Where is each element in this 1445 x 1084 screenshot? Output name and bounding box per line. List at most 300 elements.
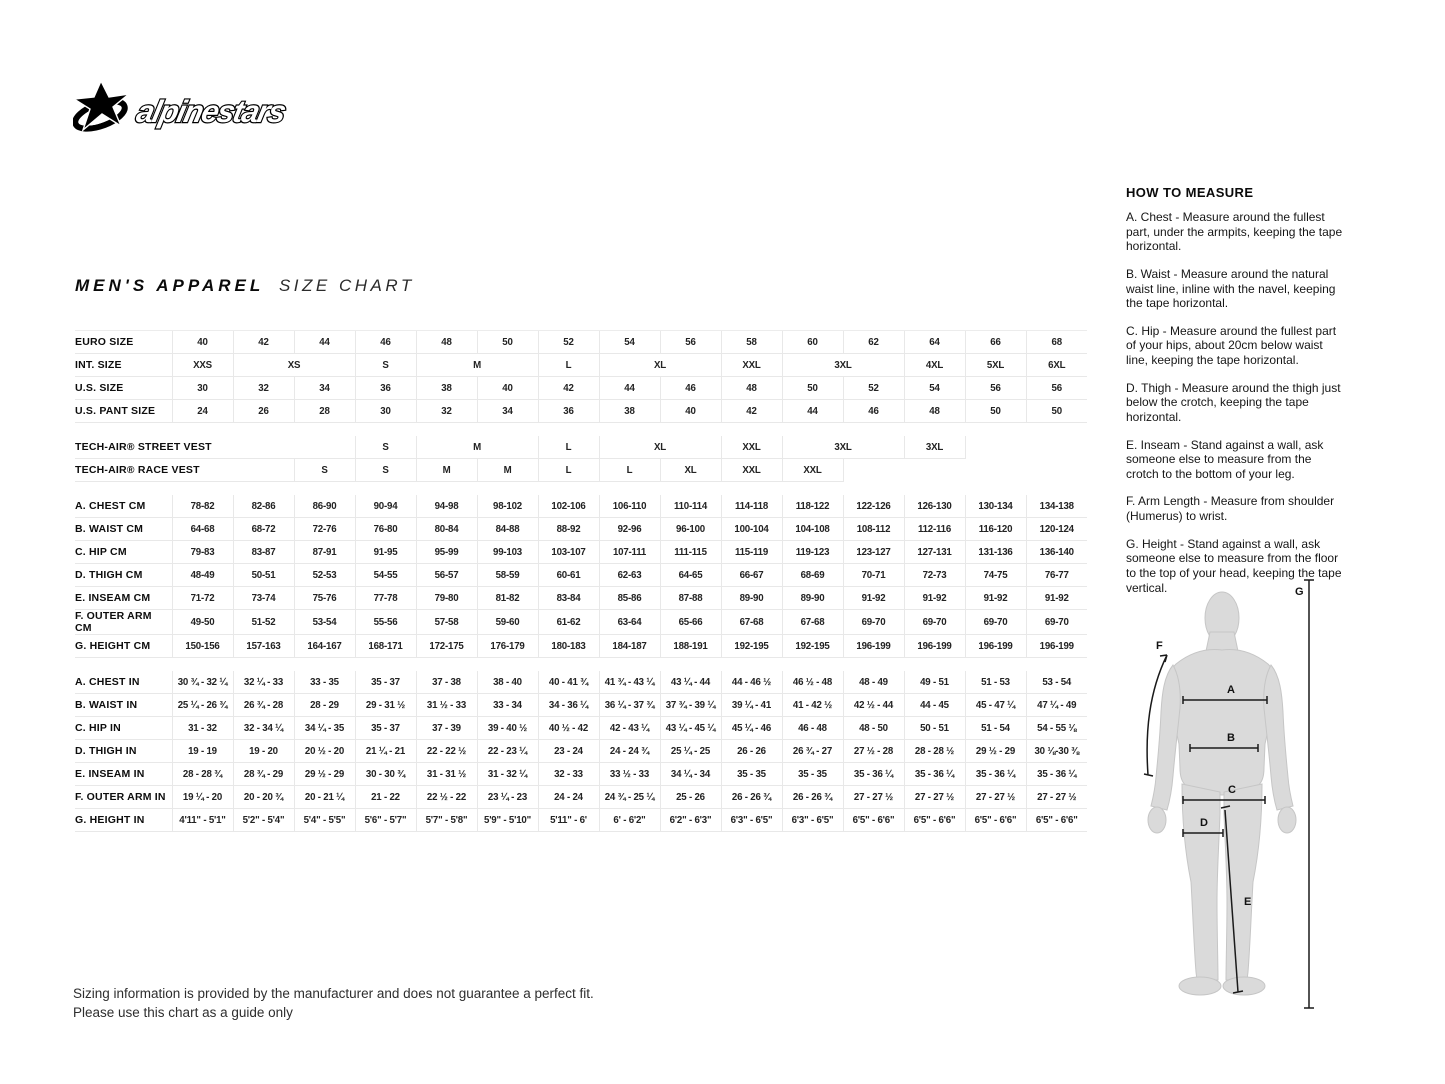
row-label: TECH-AIR® STREET VEST — [75, 436, 172, 459]
size-cell: 67-68 — [782, 610, 843, 635]
size-cell: 31 - 32 ¼ — [477, 763, 538, 786]
size-cell: 176-179 — [477, 635, 538, 658]
table-section-gap — [75, 482, 1087, 496]
size-cell: 184-187 — [599, 635, 660, 658]
size-cell: 44 — [599, 377, 660, 400]
size-cell: 46 - 48 — [782, 717, 843, 740]
size-cell: S — [355, 354, 416, 377]
size-cell: 51 - 54 — [965, 717, 1026, 740]
size-cell: 22 ½ - 22 — [416, 786, 477, 809]
size-cell: 35 - 36 ¼ — [965, 763, 1026, 786]
row-label: E. INSEAM IN — [75, 763, 172, 786]
size-cell: 53 - 54 — [1026, 671, 1087, 694]
size-cell: M — [416, 459, 477, 482]
size-cell: 28 - 29 — [294, 694, 355, 717]
size-cell: 74-75 — [965, 564, 1026, 587]
size-cell: 67-68 — [721, 610, 782, 635]
size-cell: 40 - 41 ¾ — [538, 671, 599, 694]
size-cell: 72-73 — [904, 564, 965, 587]
alpinestars-logo — [73, 80, 328, 143]
size-cell: 3XL — [904, 436, 965, 459]
size-cell: 69-70 — [965, 610, 1026, 635]
row-label: INT. SIZE — [75, 354, 172, 377]
size-cell: 58 — [721, 331, 782, 354]
size-cell: 44 - 46 ½ — [721, 671, 782, 694]
size-cell: 85-86 — [599, 587, 660, 610]
size-cell: 40 ½ - 42 — [538, 717, 599, 740]
size-cell: 81-82 — [477, 587, 538, 610]
size-cell: 33 - 34 — [477, 694, 538, 717]
size-cell: 56 — [660, 331, 721, 354]
size-cell: 50 — [782, 377, 843, 400]
row-label: C. HIP CM — [75, 541, 172, 564]
size-cell: 36 ¼ - 37 ¾ — [599, 694, 660, 717]
size-cell: 46 — [660, 377, 721, 400]
size-cell: 49 - 51 — [904, 671, 965, 694]
size-cell: 106-110 — [599, 495, 660, 518]
size-cell: 20 ½ - 20 — [294, 740, 355, 763]
size-cell: 5'4" - 5'5" — [294, 809, 355, 832]
size-cell: 72-76 — [294, 518, 355, 541]
measure-instruction-inseam: E. Inseam - Stand against a wall, ask someone else to measure from the crotch to the bottom of your leg. — [1126, 437, 1324, 481]
size-cell: 24 - 24 ¾ — [599, 740, 660, 763]
size-cell: 30 ¾ - 32 ¼ — [172, 671, 233, 694]
size-cell: 5'2" - 5'4" — [233, 809, 294, 832]
size-cell: 46 ½ - 48 — [782, 671, 843, 694]
size-cell: 116-120 — [965, 518, 1026, 541]
size-cell: 27 - 27 ½ — [1026, 786, 1087, 809]
size-cell: 40 — [660, 400, 721, 423]
size-cell: 65-66 — [660, 610, 721, 635]
size-cell: 79-83 — [172, 541, 233, 564]
size-cell: 120-124 — [1026, 518, 1087, 541]
size-cell: 68-69 — [782, 564, 843, 587]
size-cell: 130-134 — [965, 495, 1026, 518]
size-cell: 35 - 35 — [782, 763, 843, 786]
size-cell: 87-91 — [294, 541, 355, 564]
size-cell: 32 - 34 ¼ — [233, 717, 294, 740]
size-cell: 54-55 — [355, 564, 416, 587]
size-cell: 5'9" - 5'10" — [477, 809, 538, 832]
size-cell: 126-130 — [904, 495, 965, 518]
size-cell: 58-59 — [477, 564, 538, 587]
size-cell: 23 - 24 — [538, 740, 599, 763]
size-cell: 192-195 — [721, 635, 782, 658]
size-cell: 21 ¼ - 21 — [355, 740, 416, 763]
size-cell: 62 — [843, 331, 904, 354]
size-cell: 50 — [1026, 400, 1087, 423]
size-cell: 157-163 — [233, 635, 294, 658]
size-table — [75, 330, 1087, 832]
measure-instruction-hip: C. Hip - Measure around the fullest part of your hips, about 20cm below waist line, keeping the tape horizontal. — [1126, 323, 1337, 367]
size-cell: 29 ½ - 29 — [294, 763, 355, 786]
size-cell: 95-99 — [416, 541, 477, 564]
size-cell: 19 - 19 — [172, 740, 233, 763]
body-measurement-figure — [1136, 572, 1336, 1032]
size-cell: 188-191 — [660, 635, 721, 658]
astar-icon — [73, 81, 129, 134]
size-cell: XXL — [782, 459, 843, 482]
size-cell: 102-106 — [538, 495, 599, 518]
size-cell: M — [477, 459, 538, 482]
size-cell: 35 - 36 ¼ — [843, 763, 904, 786]
size-cell: 6'5" - 6'6" — [965, 809, 1026, 832]
size-cell: 26 ¾ - 28 — [233, 694, 294, 717]
size-cell: 6XL — [1026, 354, 1087, 377]
size-cell: XS — [233, 354, 355, 377]
size-cell: 66-67 — [721, 564, 782, 587]
size-cell: 68 — [1026, 331, 1087, 354]
figure-label-f: F — [1156, 640, 1163, 652]
size-cell: 48 - 50 — [843, 717, 904, 740]
size-cell: 63-64 — [599, 610, 660, 635]
measure-instruction-thigh: D. Thigh - Measure around the thigh just below the crotch, keeping the tape horizontal. — [1126, 380, 1341, 424]
size-cell: 39 - 40 ½ — [477, 717, 538, 740]
table-section-gap — [75, 423, 1087, 437]
size-cell: 88-92 — [538, 518, 599, 541]
size-cell: L — [538, 459, 599, 482]
size-cell: 45 - 47 ¼ — [965, 694, 1026, 717]
size-cell: 35 - 36 ¼ — [1026, 763, 1087, 786]
size-cell: 136-140 — [1026, 541, 1087, 564]
size-cell: 5XL — [965, 354, 1026, 377]
size-cell: 30 — [355, 400, 416, 423]
disclaimer-line2: Please use this chart as a guide only — [73, 1004, 293, 1020]
size-cell: 56-57 — [416, 564, 477, 587]
size-cell: 44 - 45 — [904, 694, 965, 717]
page-title-sub: SIZE CHART — [278, 276, 415, 295]
size-cell: 6'5" - 6'6" — [1026, 809, 1087, 832]
size-cell: 48 — [416, 331, 477, 354]
how-to-measure-panel — [1126, 185, 1345, 608]
size-cell: 192-195 — [782, 635, 843, 658]
size-cell: 108-112 — [843, 518, 904, 541]
size-cell: 68-72 — [233, 518, 294, 541]
size-cell: 42 — [233, 331, 294, 354]
figure-label-c: C — [1228, 784, 1236, 796]
size-cell: 150-156 — [172, 635, 233, 658]
size-cell: 37 - 39 — [416, 717, 477, 740]
size-cell: S — [294, 459, 355, 482]
row-label: A. CHEST IN — [75, 671, 172, 694]
size-cell: 26 - 26 ¾ — [782, 786, 843, 809]
size-cell: 196-199 — [1026, 635, 1087, 658]
size-cell: 80-84 — [416, 518, 477, 541]
size-cell: 38 — [416, 377, 477, 400]
size-cell: S — [355, 436, 416, 459]
size-cell: 50 — [477, 331, 538, 354]
size-cell: 5'11" - 6' — [538, 809, 599, 832]
size-cell: 46 — [843, 400, 904, 423]
size-cell: 91-95 — [355, 541, 416, 564]
size-cell: 3XL — [782, 436, 904, 459]
size-cell: XL — [599, 436, 721, 459]
size-cell: 35 - 35 — [721, 763, 782, 786]
size-cell: 61-62 — [538, 610, 599, 635]
size-cell: 34 — [294, 377, 355, 400]
alpinestars-wordmark: alpinestars — [133, 94, 288, 129]
size-cell: 75-76 — [294, 587, 355, 610]
size-cell: 28 - 28 ½ — [904, 740, 965, 763]
size-cell: 22 - 23 ¼ — [477, 740, 538, 763]
size-cell: 134-138 — [1026, 495, 1087, 518]
size-cell: 50-51 — [233, 564, 294, 587]
size-cell: 20 - 21 ¼ — [294, 786, 355, 809]
size-cell: 69-70 — [843, 610, 904, 635]
size-cell: 27 - 27 ½ — [965, 786, 1026, 809]
size-cell: 26 ¾ - 27 — [782, 740, 843, 763]
size-cell: 122-126 — [843, 495, 904, 518]
size-cell: 196-199 — [843, 635, 904, 658]
size-cell: 21 - 22 — [355, 786, 416, 809]
size-cell: 24 ¾ - 25 ¼ — [599, 786, 660, 809]
size-cell: 112-116 — [904, 518, 965, 541]
row-label: B. WAIST IN — [75, 694, 172, 717]
size-cell: 40 — [477, 377, 538, 400]
size-cell: 70-71 — [843, 564, 904, 587]
size-cell: 55-56 — [355, 610, 416, 635]
size-cell: 196-199 — [965, 635, 1026, 658]
size-cell: 53-54 — [294, 610, 355, 635]
size-cell: 33 ½ - 33 — [599, 763, 660, 786]
size-cell: 78-82 — [172, 495, 233, 518]
size-cell: 83-87 — [233, 541, 294, 564]
size-cell: 37 - 38 — [416, 671, 477, 694]
size-cell: 40 — [172, 331, 233, 354]
figure-label-a: A — [1227, 684, 1235, 696]
size-cell: 34 ¼ - 34 — [660, 763, 721, 786]
size-cell: 62-63 — [599, 564, 660, 587]
size-cell: 42 — [721, 400, 782, 423]
size-cell: 127-131 — [904, 541, 965, 564]
row-label: E. INSEAM CM — [75, 587, 172, 610]
size-cell: 114-118 — [721, 495, 782, 518]
size-cell: 30 - 30 ¾ — [355, 763, 416, 786]
size-cell: 54 - 55 ⅛ — [1026, 717, 1087, 740]
size-cell: 6'2" - 6'3" — [660, 809, 721, 832]
row-label: G. HEIGHT IN — [75, 809, 172, 832]
size-cell: 52-53 — [294, 564, 355, 587]
alpinestars-logo-svg — [73, 80, 328, 138]
size-cell: 29 - 31 ½ — [355, 694, 416, 717]
size-cell: XXL — [721, 459, 782, 482]
size-cell: 23 ¼ - 23 — [477, 786, 538, 809]
size-cell: 19 - 20 — [233, 740, 294, 763]
size-cell: 26 — [233, 400, 294, 423]
size-cell: 54 — [599, 331, 660, 354]
size-cell: 6'5" - 6'6" — [843, 809, 904, 832]
size-cell: 25 ¼ - 25 — [660, 740, 721, 763]
size-cell: 22 - 22 ½ — [416, 740, 477, 763]
size-cell: 99-103 — [477, 541, 538, 564]
size-cell: 34 ¼ - 35 — [294, 717, 355, 740]
size-cell: 91-92 — [1026, 587, 1087, 610]
size-cell: 3XL — [782, 354, 904, 377]
size-cell: 27 - 27 ½ — [843, 786, 904, 809]
size-cell: 6' - 6'2" — [599, 809, 660, 832]
size-cell: 51-52 — [233, 610, 294, 635]
size-cell: 60-61 — [538, 564, 599, 587]
size-cell: 25 - 26 — [660, 786, 721, 809]
size-cell: 42 - 43 ¼ — [599, 717, 660, 740]
size-cell: 98-102 — [477, 495, 538, 518]
size-cell: 30 — [172, 377, 233, 400]
size-cell: 5'6" - 5'7" — [355, 809, 416, 832]
size-cell: 56 — [1026, 377, 1087, 400]
size-cell: 35 - 37 — [355, 671, 416, 694]
size-cell: 50 — [965, 400, 1026, 423]
size-cell: 34 — [477, 400, 538, 423]
size-cell: 35 - 37 — [355, 717, 416, 740]
size-cell: 29 ½ - 29 — [965, 740, 1026, 763]
size-cell: 82-86 — [233, 495, 294, 518]
size-cell: 4'11" - 5'1" — [172, 809, 233, 832]
size-cell: 28 ¾ - 29 — [233, 763, 294, 786]
size-cell: 38 - 40 — [477, 671, 538, 694]
size-cell: 31 ½ - 33 — [416, 694, 477, 717]
size-cell: 33 - 35 — [294, 671, 355, 694]
size-cell: 59-60 — [477, 610, 538, 635]
size-cell: 172-175 — [416, 635, 477, 658]
size-cell: 36 — [538, 400, 599, 423]
body-figure-svg — [1136, 572, 1336, 1027]
measure-instruction-chest: A. Chest - Measure around the fullest part, under the armpits, keeping the tape horizontal. — [1126, 210, 1343, 254]
size-cell: 64-68 — [172, 518, 233, 541]
figure-label-e: E — [1244, 896, 1252, 908]
size-cell: 48 — [904, 400, 965, 423]
figure-label-b: B — [1227, 732, 1235, 744]
size-cell: 28 - 28 ¾ — [172, 763, 233, 786]
row-label: D. THIGH IN — [75, 740, 172, 763]
size-cell: 46 — [355, 331, 416, 354]
size-cell — [965, 436, 1087, 459]
size-cell: 196-199 — [904, 635, 965, 658]
row-label: G. HEIGHT CM — [75, 635, 172, 658]
size-cell — [843, 459, 1087, 482]
size-cell: 83-84 — [538, 587, 599, 610]
measure-instruction-arm: F. Arm Length - Measure from shoulder (Humerus) to wrist. — [1126, 494, 1335, 523]
row-label: F. OUTER ARM CM — [75, 610, 172, 635]
size-cell: 89-90 — [721, 587, 782, 610]
size-cell: 44 — [782, 400, 843, 423]
row-label: U.S. SIZE — [75, 377, 172, 400]
size-cell: 36 — [355, 377, 416, 400]
size-cell: 42 ½ - 44 — [843, 694, 904, 717]
size-cell: 69-70 — [904, 610, 965, 635]
size-cell: 54 — [904, 377, 965, 400]
size-cell: 41 ¾ - 43 ¼ — [599, 671, 660, 694]
size-cell: XXL — [721, 436, 782, 459]
body-silhouette — [1148, 592, 1296, 995]
size-cell: 76-77 — [1026, 564, 1087, 587]
size-cell: 42 — [538, 377, 599, 400]
size-cell: 38 — [599, 400, 660, 423]
row-label: U.S. PANT SIZE — [75, 400, 172, 423]
size-cell: 168-171 — [355, 635, 416, 658]
size-cell: 77-78 — [355, 587, 416, 610]
size-cell: 32 — [416, 400, 477, 423]
size-cell: XXL — [721, 354, 782, 377]
size-cell: 31 - 32 — [172, 717, 233, 740]
size-cell: 48 - 49 — [843, 671, 904, 694]
height-measure-line — [1304, 580, 1314, 1008]
page-title — [75, 276, 415, 296]
size-cell: 86-90 — [294, 495, 355, 518]
size-cell: 49-50 — [172, 610, 233, 635]
row-label: B. WAIST CM — [75, 518, 172, 541]
page-title-main: MEN'S APPAREL — [75, 276, 265, 295]
size-cell: L — [538, 436, 599, 459]
table-section-gap — [75, 658, 1087, 672]
size-cell: 39 ¼ - 41 — [721, 694, 782, 717]
size-cell: 25 ¼ - 26 ¾ — [172, 694, 233, 717]
size-cell: 69-70 — [1026, 610, 1087, 635]
size-cell: 107-111 — [599, 541, 660, 564]
size-cell: 32 — [233, 377, 294, 400]
size-cell: 50 - 51 — [904, 717, 965, 740]
size-cell: XL — [660, 459, 721, 482]
size-cell: 90-94 — [355, 495, 416, 518]
size-cell: 84-88 — [477, 518, 538, 541]
size-cell: 44 — [294, 331, 355, 354]
measure-instruction-height: G. Height - Stand against a wall, ask someone else to measure from the floor to the top of your head, keeping the tape vertical. — [1126, 536, 1342, 595]
size-cell: XL — [599, 354, 721, 377]
size-cell: 111-115 — [660, 541, 721, 564]
size-cell: 48-49 — [172, 564, 233, 587]
size-cell: M — [416, 436, 538, 459]
disclaimer-line1: Sizing information is provided by the manufacturer and does not guarantee a perfect fit. — [73, 986, 594, 1001]
size-cell: 119-123 — [782, 541, 843, 564]
size-cell: 94-98 — [416, 495, 477, 518]
size-cell: 34 - 36 ¼ — [538, 694, 599, 717]
size-cell: 66 — [965, 331, 1026, 354]
size-cell: 91-92 — [965, 587, 1026, 610]
size-cell: 41 - 42 ½ — [782, 694, 843, 717]
size-cell: 100-104 — [721, 518, 782, 541]
size-cell: 64-65 — [660, 564, 721, 587]
size-cell: 64 — [904, 331, 965, 354]
size-cell: 73-74 — [233, 587, 294, 610]
size-cell: 104-108 — [782, 518, 843, 541]
size-cell: 164-167 — [294, 635, 355, 658]
size-cell: 91-92 — [904, 587, 965, 610]
size-cell: 48 — [721, 377, 782, 400]
row-label: EURO SIZE — [75, 331, 172, 354]
size-cell: 71-72 — [172, 587, 233, 610]
row-label: F. OUTER ARM IN — [75, 786, 172, 809]
size-cell: L — [599, 459, 660, 482]
size-cell: S — [355, 459, 416, 482]
measure-instruction-waist: B. Waist - Measure around the natural waist line, inline with the navel, keeping the tape horizontal. — [1126, 266, 1336, 311]
row-label: TECH-AIR® RACE VEST — [75, 459, 172, 482]
size-cell: 51 - 53 — [965, 671, 1026, 694]
size-cell: 37 ¾ - 39 ¼ — [660, 694, 721, 717]
size-cell: 96-100 — [660, 518, 721, 541]
size-cell: 123-127 — [843, 541, 904, 564]
size-cell: 118-122 — [782, 495, 843, 518]
size-cell: 24 — [172, 400, 233, 423]
size-cell: L — [538, 354, 599, 377]
size-cell: 60 — [782, 331, 843, 354]
size-cell: 20 - 20 ¾ — [233, 786, 294, 809]
size-cell: 30 ⅛-30 ⅜ — [1026, 740, 1087, 763]
figure-label-g: G — [1295, 586, 1304, 598]
size-cell: 103-107 — [538, 541, 599, 564]
size-cell: 45 ¼ - 46 — [721, 717, 782, 740]
size-cell: 32 - 33 — [538, 763, 599, 786]
row-label: C. HIP IN — [75, 717, 172, 740]
how-to-measure-heading: HOW TO MEASURE — [1126, 185, 1254, 200]
